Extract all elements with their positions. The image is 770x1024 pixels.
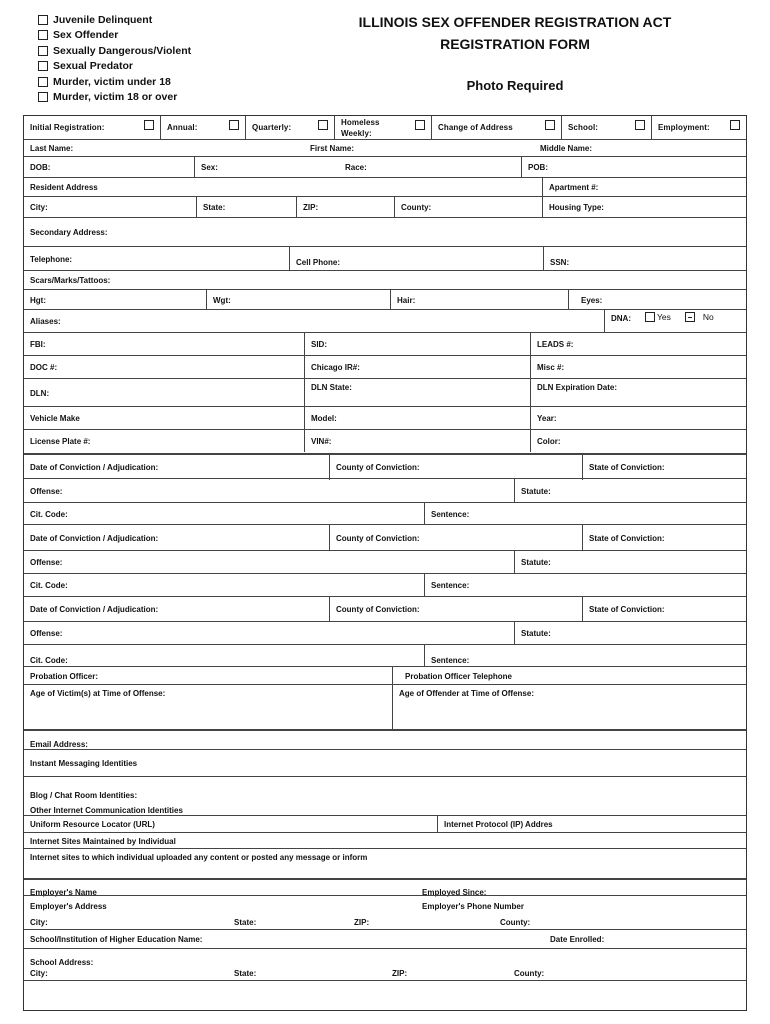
employer-phone-field[interactable] [416,896,746,916]
field-label: Internet Protocol (IP) Addres [444,820,553,829]
checkbox-icon[interactable] [730,120,740,130]
blog-chat-field[interactable] [24,777,746,802]
sites-maintained-field[interactable] [24,833,746,849]
field-label: Date Enrolled: [550,935,605,944]
employer-state-field[interactable] [228,915,348,929]
cell-phone-field[interactable] [289,247,543,271]
telephone-field[interactable] [24,247,289,271]
physical-row [24,289,746,310]
scars-row [24,270,746,290]
category-label: Juvenile Delinquent [53,13,153,26]
conviction-state-field[interactable] [582,455,746,480]
field-label: DOB: [30,163,51,172]
dln-state-field[interactable] [304,379,530,407]
registration-type-row [24,116,746,139]
form-subtitle: REGISTRATION FORM [440,36,590,52]
school-city-row [24,966,746,980]
field-label: City: [30,917,48,927]
leads-field[interactable] [530,333,746,356]
dln-expiration-field[interactable] [530,379,746,407]
field-label: Other Internet Communication Identities [30,806,183,815]
school-address-row [24,948,746,967]
name-row [24,139,746,157]
cit-code-2-row [24,573,746,597]
field-label: Vehicle Make [30,414,80,423]
county-field[interactable] [394,197,542,218]
field-label: State of Conviction: [589,533,665,543]
ssn-field[interactable] [543,247,746,271]
field-label: Year: [537,414,557,423]
url-field[interactable] [24,816,437,833]
field-label: SSN: [550,258,570,267]
statute-field[interactable] [514,551,746,574]
checkbox-icon[interactable] [685,312,695,322]
category-label: Murder, victim 18 or over [53,91,178,104]
field-label: Offense: [30,629,63,638]
field-label: DLN Expiration Date: [537,383,618,392]
field-label: Employment: [658,123,710,132]
resident-address-field[interactable] [24,178,542,197]
state-field[interactable] [196,197,296,218]
school-state-field[interactable] [228,966,386,980]
field-label: ZIP: [354,917,370,927]
school-zip-field[interactable] [386,966,508,980]
checkbox-icon[interactable] [38,30,48,40]
offense-field[interactable] [24,622,514,645]
field-label: POB: [528,163,548,172]
field-label: Resident Address [30,183,98,192]
category-murder-under-18[interactable] [38,74,191,90]
field-label: Cit. Code: [30,656,68,665]
zip-field[interactable] [296,197,394,218]
field-label: Instant Messaging Identities [30,759,138,768]
field-label: Cell Phone: [296,258,341,267]
option-label: Yes [657,312,671,322]
field-label: Annual: [167,123,198,132]
field-label: State: [234,968,257,978]
field-label: Date of Conviction / Adjudication: [30,605,159,614]
checkbox-icon[interactable] [38,15,48,25]
email-row [24,729,746,751]
housing-type-field[interactable] [542,197,746,218]
field-label: County of Conviction: [336,533,420,543]
secondary-address-row [24,217,746,247]
field-label: Probation Officer: [30,671,99,681]
field-label: ZIP: [303,203,319,212]
race-field[interactable] [339,157,519,178]
school-city-field[interactable] [24,966,228,980]
field-label: County of Conviction: [336,463,420,472]
annual-field[interactable] [160,116,245,139]
vin-field[interactable] [304,430,530,452]
field-label: Date of Conviction / Adjudication: [30,533,159,543]
field-label: School/Institution of Higher Education Name: [30,935,203,944]
employer-county-field[interactable] [494,915,746,929]
field-label: Quarterly: [252,123,292,132]
field-label: Color: [537,436,561,446]
model-field[interactable] [304,407,530,430]
field-label: Race: [345,163,367,172]
quarterly-field[interactable] [245,116,334,139]
other-internet-field[interactable] [24,801,746,815]
field-label: Scars/Marks/Tattoos: [30,276,111,285]
cit-code-3-row [24,644,746,667]
dob-row [24,156,746,178]
field-label: Telephone: [30,254,73,264]
field-label: Employer's Address [30,901,107,911]
ip-address-field[interactable] [437,816,746,833]
dna-no-option[interactable] [685,312,714,322]
conviction-date-field[interactable] [24,525,329,551]
field-label: Employer's Phone Number [422,901,524,911]
homeless-weekly-field[interactable] [334,116,431,139]
offense-3-row [24,621,746,645]
dna-yes-option[interactable] [645,312,671,322]
telephone-row [24,246,746,271]
chicago-ir-field[interactable] [304,356,530,379]
field-label: Sentence: [431,509,470,519]
field-label: ZIP: [392,968,408,978]
last-name-field[interactable] [24,140,304,157]
eyes-field[interactable] [568,290,746,310]
category-murder-18-over[interactable] [38,90,191,106]
field-label: Internet sites to which individual uploaded any content or posted any message or inform [30,853,368,862]
field-label: Employed Since: [422,888,487,897]
hair-field[interactable] [390,290,568,310]
field-label: FBI: [30,340,46,349]
sid-field[interactable] [304,333,530,356]
checkbox-icon[interactable] [38,77,48,87]
checkbox-icon[interactable] [415,120,425,130]
field-label: Internet Sites Maintained by Individual [30,836,176,846]
field-label: DLN State: [311,383,352,392]
school-address-field[interactable] [24,949,746,967]
field-label: Initial Registration: [30,123,105,132]
initial-registration-field[interactable] [24,116,160,139]
checkbox-icon[interactable] [545,120,555,130]
dln-field[interactable] [24,379,304,407]
checkbox-icon[interactable] [229,120,239,130]
school-county-field[interactable] [508,966,746,980]
conviction-1-row [24,453,746,480]
vehicle-make-field[interactable] [24,407,304,430]
employer-city-row [24,915,746,929]
conviction-date-field[interactable] [24,597,329,622]
checkbox-icon[interactable] [645,312,655,322]
field-label: Date of Conviction / Adjudication: [30,463,159,472]
cit-code-field[interactable] [24,574,424,597]
conviction-state-field[interactable] [582,525,746,551]
apartment-field[interactable] [542,178,746,197]
field-label: Housing Type: [549,203,604,212]
employer-address-row [24,895,746,916]
field-label: License Plate #: [30,436,91,446]
middle-name-field[interactable] [534,140,746,157]
category-sexually-dangerous[interactable] [38,43,191,59]
fbi-field[interactable] [24,333,304,356]
field-label: Statute: [521,486,551,496]
field-label: Aliases: [30,317,61,326]
statute-field[interactable] [514,479,746,503]
aliases-field[interactable] [24,310,604,333]
field-label: City: [30,203,48,212]
field-label: Probation Officer Telephone [405,671,512,681]
field-label: Age of Victim(s) at Time of Offense: [30,689,166,698]
offense-2-row [24,550,746,574]
field-label: Sentence: [431,581,470,590]
first-name-field[interactable] [304,140,534,157]
doc-row [24,355,746,379]
date-enrolled-field[interactable] [544,930,746,949]
field-label: Chicago IR#: [311,363,360,372]
school-extra-row [24,980,746,1011]
conviction-date-field[interactable] [24,455,329,480]
age-of-offender-field[interactable] [392,685,746,730]
field-label: County: [514,968,545,978]
field-label: DNA: [611,314,631,323]
field-label: County of Conviction: [336,605,420,614]
fbi-row [24,332,746,356]
sites-row [24,832,746,849]
sites-uploaded-field[interactable] [24,849,746,879]
dna-field [604,310,746,333]
category-sexual-predator[interactable] [38,59,191,75]
employer-address-field[interactable] [24,896,416,916]
plate-row [24,429,746,452]
checkbox-icon[interactable] [144,120,154,130]
checkbox-icon[interactable] [38,61,48,71]
checkbox-icon[interactable] [635,120,645,130]
category-label: Sexual Predator [53,60,133,73]
field-label: State of Conviction: [589,605,665,614]
secondary-address-field[interactable] [24,218,746,247]
category-label: Murder, victim under 18 [53,75,171,88]
field-label: State: [234,917,257,927]
checkbox-icon[interactable] [38,46,48,56]
misc-field[interactable] [530,356,746,379]
offense-field[interactable] [24,551,514,574]
field-label: Wgt: [213,295,231,305]
field-label: City: [30,968,48,978]
field-label: Uniform Resource Locator (URL) [30,820,155,829]
height-field[interactable] [24,290,206,310]
field-label: State of Conviction: [589,463,665,472]
cit-code-field[interactable] [24,645,424,667]
school-name-row [24,929,746,949]
category-juvenile-delinquent[interactable] [38,12,191,28]
dln-row [24,378,746,407]
employment-field[interactable] [651,116,746,139]
field-label: DOC #: [30,363,58,372]
field-label: County: [401,203,432,212]
school-name-field[interactable] [24,930,544,949]
dob-field[interactable] [24,157,194,178]
field-label: First Name: [310,144,355,153]
offender-category-list [38,12,191,105]
vehicle-row [24,406,746,430]
email-address-field[interactable] [24,731,746,751]
conviction-county-field[interactable] [329,455,582,480]
other-internet-row [24,801,746,815]
field-label: Email Address: [30,740,88,749]
age-row [24,684,746,730]
field-label: SID: [311,340,327,349]
field-label: VIN#: [311,436,332,446]
city-field[interactable] [24,197,196,218]
resident-address-row [24,177,746,197]
blog-row [24,776,746,802]
field-label: Model: [311,414,337,423]
cit-code-1-row [24,502,746,525]
field-label: Sentence: [431,656,470,665]
license-plate-field[interactable] [24,430,304,452]
sentence-field[interactable] [424,503,746,525]
doc-field[interactable] [24,356,304,379]
color-field[interactable] [530,430,746,452]
offense-field[interactable] [24,479,514,503]
conviction-state-field[interactable] [582,597,746,622]
school-field[interactable] [561,116,651,139]
field-label: Apartment #: [549,183,599,192]
category-label: Sex Offender [53,29,119,42]
cit-code-field[interactable] [24,503,424,525]
employer-zip-field[interactable] [348,915,494,929]
field-label: Employer's Name [30,888,97,897]
field-label: Statute: [521,558,551,567]
field-label: Blog / Chat Room Identities: [30,791,138,800]
field-label: State: [203,203,226,212]
conviction-county-field[interactable] [329,525,582,551]
field-label: Offense: [30,486,63,496]
sex-field[interactable] [194,157,339,178]
pob-field[interactable] [521,157,746,178]
probation-officer-field[interactable] [24,667,392,685]
field-label: School: [568,123,599,132]
field-label: County: [500,917,531,927]
instant-messaging-field[interactable] [24,750,746,777]
registration-form [23,115,747,1011]
scars-marks-tattoos-field[interactable] [24,271,746,290]
age-of-victim-field[interactable] [24,685,392,730]
field-label: Last Name: [30,144,74,153]
conviction-3-row [24,596,746,622]
form-title: ILLINOIS SEX OFFENDER REGISTRATION ACT [358,14,672,30]
field-label: LEADS #: [537,340,574,349]
photo-required-note: Photo Required [466,78,564,93]
category-label: Sexually Dangerous/Violent [53,44,192,57]
field-label: Homeless Weekly: [341,117,380,138]
probation-row [24,666,746,685]
field-label: Statute: [521,629,551,638]
field-label: DLN: [30,388,50,398]
url-row [24,815,746,833]
category-sex-offender[interactable] [38,28,191,44]
city-row [24,196,746,218]
field-label: Offense: [30,558,63,567]
field-label: School Address: [30,958,94,967]
conviction-county-field[interactable] [329,597,582,622]
sentence-field[interactable] [424,645,746,667]
field-label: Middle Name: [540,144,593,153]
offense-1-row [24,478,746,503]
statute-field[interactable] [514,622,746,645]
uploaded-row [24,848,746,879]
field-label: Hgt: [30,295,46,305]
field-label: Change of Address [438,123,513,132]
change-of-address-field[interactable] [431,116,561,139]
weight-field[interactable] [206,290,390,310]
field-label: Eyes: [581,295,603,305]
field-label: Hair: [397,295,416,305]
im-row [24,749,746,777]
field-label: Sex: [201,163,218,172]
checkbox-icon[interactable] [318,120,328,130]
field-label: Secondary Address: [30,228,108,237]
sentence-field[interactable] [424,574,746,597]
checkbox-icon[interactable] [38,92,48,102]
probation-officer-phone-field[interactable] [392,667,746,685]
field-label: Age of Offender at Time of Offense: [399,689,534,698]
employer-city-field[interactable] [24,915,228,929]
option-label: No [702,312,714,322]
conviction-2-row [24,524,746,551]
field-label: Cit. Code: [30,509,68,519]
year-field[interactable] [530,407,746,430]
aliases-row [24,309,746,333]
field-label: Misc #: [537,363,565,372]
field-label: Cit. Code: [30,581,68,590]
